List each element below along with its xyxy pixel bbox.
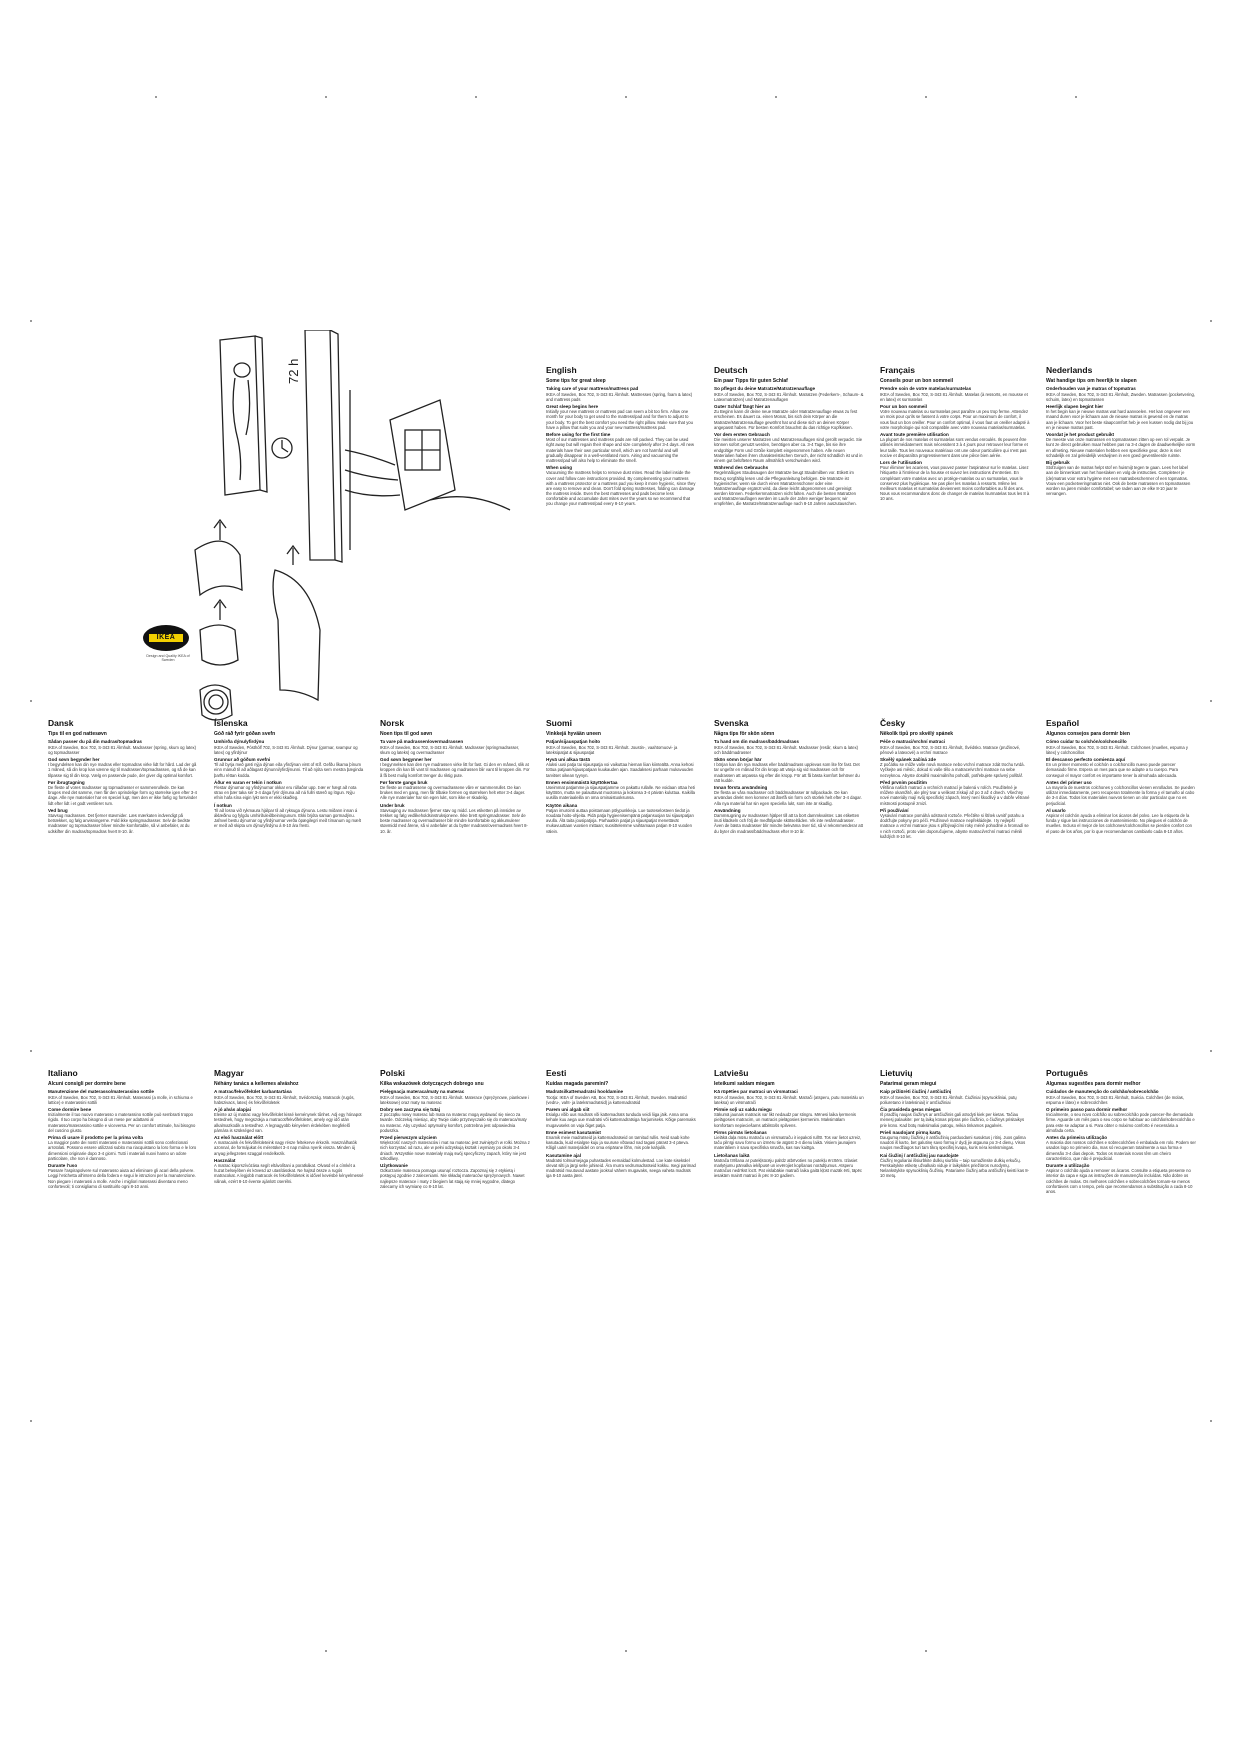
block-text: La mayoría de nuestros colchones y colchoncillos vienen enrollados. Se pueden utilizar inmediatamente, pero recuperan totalmente la forma y el tamaño al cabo de 3-4 días. Todos los materiales nuevos tienen un olor particular que no es perjudicial. — [1046, 785, 1195, 806]
section-subtitle: Algumas sugestões para dormir melhor — [1046, 1081, 1141, 1087]
block-text: I begynnelsen kan den nye madrassen virke litt for fast. Gi den en måned, slik at kroppen din kan bli vant til madrassen og madrassen blir vant til kroppen din. For å få best mulig komfort trenger du riktig pute. — [380, 762, 530, 778]
duration-label: 72 h — [286, 358, 301, 384]
block-text: Støvsug madrassen. Det fjerner støvmider. Læs mærkaten indvendigt på betrækket, og følg anvisningerne. Fold ikke springmadrasser. Selv de bedste madrasser og topmadrasser bliver mindre komfortable, så vi anbefaler, at du udskifter din madras/topmadras hvert 8-10. år. — [48, 813, 191, 834]
section-language-title: Italiano — [48, 1068, 78, 1078]
block-text: IKEA of Sweden, Box 702, S-343 81 Älmhult. Materassi (a molle, in schiuma e lattice) e materassini sottili — [48, 1094, 193, 1105]
block-heading: Avant toute première utilisation — [880, 431, 949, 437]
section-language-title: Íslenska — [214, 718, 248, 728]
section-language-title: Suomi — [546, 718, 572, 728]
block-heading: Lietošanas laikā — [714, 1152, 750, 1158]
section-column — [546, 1068, 696, 1180]
block-heading: Før ibrugtagning — [48, 779, 85, 785]
section-column — [880, 718, 1030, 840]
block-text: Lielākā daļa mūsu matraču un virsmatraču ir iepakoti rullītī. Tos var lietot uzreiz, taču pilnīgi savu formu un izmēru tie atgūst 3-4 dienu laikā. Visiem jaunajiem materiāliem ir sava specifiska smarža, kas nav kaitīga. — [714, 1135, 862, 1151]
section-language-title: Magyar — [214, 1068, 244, 1078]
block-text: Čiužinį reguliariai išsiurbkite dulkių siurbliu – taip sumažinsite dulkių erkučių. Perskaitykite etiketę užvalkalo viduje ir laikykitės priežiūros nurodymų. Nelankstykite spyruoklinių čiužinių. Patariame čiužinį arba antčiužinį keisti kas 8-10 metų. — [880, 1158, 1029, 1179]
block-text: La maggior parte dei nostri materassi e materassini sottili sono confezionati arrotolati. Possono essere utilizzati subito ma riacquistano la loro forma e le loro dimensioni originarie dopo 3-4 giorni. Tutti i materiali nuovi hanno un odore particolare, che non è dannoso. — [48, 1140, 197, 1161]
block-text: IKEA of Sweden, Box 702, S-343 81 Älmhult. Matelas (à ressorts, en mousse et en latex) et surmatelas — [880, 391, 1028, 402]
section-column — [380, 718, 530, 835]
section-column — [214, 1068, 364, 1185]
block-heading: A jó alvás alapjai — [214, 1106, 251, 1112]
block-text: IKEA of Sweden, Box 702, S-343 81 Älmhult, Zweden. Matrassen (pocketvering, schuim, latex) en topmatrassen — [1046, 391, 1195, 402]
block-heading: Prendre soin de votre matelas/surmatelas — [880, 386, 972, 391]
block-text: I begyndelsen kan din nye madras eller topmadras virke lidt for hård. Lad der gå 1 måned, så din krop kan vænne sig til madrassen/topmadrassen, og så de kan tilpasse sig til din krop. Vælg en passende pude, der giver dig optimal komfort. — [48, 762, 197, 778]
block-heading: Käytön aikana — [546, 802, 578, 808]
fold-mark — [325, 96, 327, 98]
section-subtitle: Vinkkejä hyvään uneen — [546, 731, 601, 737]
block-heading: Før første gangs bruk — [380, 779, 428, 785]
fold-mark — [925, 96, 927, 98]
block-text: Votre nouveau matelas ou surmatelas peut paraître un peu trop ferme. Attendez un mois pour qu'ils se fassent à votre corps. Pour un maximum de confort, il vous faut un bon oreiller. Pour un confort optimal, il vous faut un oreiller adapté à votre morphologie qui soit compatible avec votre nouveau matelas/surmatelas. — [880, 409, 1030, 430]
section-language-title: Norsk — [380, 718, 405, 728]
block-heading: Čia prasideda geras miegas — [880, 1106, 941, 1112]
block-text: IKEA of Sweden, Box 702, S-343 81 Älmhult. Joustin-, vaahtomuovi- ja lateksipatjat & sijauspatjat — [546, 744, 678, 755]
section-column — [380, 1068, 530, 1190]
section-column — [714, 1068, 864, 1180]
block-heading: Guter Schlaf fängt hier an — [714, 403, 771, 409]
block-heading: Lors de l'utilisation — [880, 459, 922, 465]
section-language-title: Latviešu — [714, 1068, 749, 1078]
block-text: Inicialmente, o seu novo colchão ou sobrecolchão pode parecer-lhe demasiado firme. Aguarde um mês para o seu corpo se habituar ao colchão/sobrecolchão e para este se adaptar a si. Para obter o máximo conforto é necessária a almofada certa. — [1046, 1112, 1195, 1133]
section-subtitle: Kuidas magada paremini? — [546, 1081, 609, 1087]
block-heading: Skvělý spánek začíná zde — [880, 756, 936, 762]
block-heading: Ta vare på madrassen/overmadrassen — [380, 739, 464, 744]
block-text: In het begin kan je nieuwe matras wat hard aanvoelen. Het kan ongeveer een maand duren voor je lichaam aan de nieuwe matras is gewend en de matras aan je lichaam. Voor het beste slaapcomfort heb je een kussen nodig dat bij jou en je nieuwe matras past. — [1046, 409, 1194, 430]
block-text: Die meisten unserer Matratzen und Matratzenauflagen sind gerollt verpackt. Sie können sofort genutzt werden, benötigen aber ca. 3-4 Tage, bis sie ihre endgültige Form und Größe komplett eingenommen haben. Alle neuen Materialien haben ihren charakteristischen Geruch, der nicht schädlich ist und in einem gut belüfteten Raum allmählich verschwinden wird. — [714, 437, 863, 463]
section-subtitle: Ieteikumi saldam miegam — [714, 1081, 775, 1087]
block-text: IKEA of Sweden, Box 702, S-343 81 Älmhult. Matrači (atsperu, putu materiālu un lateksa) un virsmatrači — [714, 1094, 864, 1105]
block-text: IKEA of Sweden, Box 702, S-343 81 Älmhult. Madrasser (resår, skum & latex) och bäddmadrasser — [714, 744, 859, 755]
block-heading: Í notkun — [214, 802, 232, 808]
block-heading: Pirms pirmās lietošanas — [714, 1129, 767, 1135]
section-column — [48, 718, 198, 835]
block-heading: Al usarlo — [1046, 807, 1066, 813]
block-heading: Kaip prižiūrėti čiužinį / antčiužinį — [880, 1089, 952, 1094]
section-column — [1046, 1068, 1196, 1195]
block-text: Madratsi tolmuimejaga puhastades eemaldad kolmulestad. Loe kate sisekülel olevat silti ja järgi selle juhiseid. Ära murra vedrumadratseid kokku. Isegi parimad madratsid muutuvad aastate jooksul vähem mugavaks, seega vaheta madrats iga 8-10 aasta järel. — [546, 1158, 696, 1179]
block-heading: God søvn begynder her — [48, 756, 100, 762]
block-heading: Ta hand om din madrass/bäddmadrass — [714, 739, 799, 744]
fold-mark — [155, 96, 157, 98]
block-heading: Cómo cuidar tu colchón/colchoncillo — [1046, 739, 1127, 744]
fold-mark — [30, 700, 32, 702]
section-column — [714, 365, 864, 507]
fold-mark — [1210, 700, 1212, 702]
block-heading: A matrac/fekvőfelület karbantartása — [214, 1089, 292, 1094]
block-text: IKEA of Sweden, Box 702, S-343 81 Älmhult. Madrasser (springmadrasser, skum og lateks) og overmadrasser — [380, 744, 520, 755]
block-heading: Használat — [214, 1157, 236, 1163]
fold-mark — [325, 1650, 327, 1652]
section-subtitle: Algunos consejos para dormir bien — [1046, 731, 1130, 737]
block-text: Esialgu võib uus madrats või kattemadrats tunduda veidi liiga jäik. Anna oma kehale kuu aega uue madratsi või kattemadratsiga harjumiseks. Kõige paremaks mugavuseks on vaja õiget patja. — [546, 1112, 696, 1128]
block-text: IKEA of Sweden, Box 702, S-343 81 Älmhult. Madrasser (spring, skum og latex) og topmadrasser — [48, 744, 197, 755]
block-text: IKEA of Sweden, Box 702, S-343 81 Älmhult. Colchones (muelles, espuma y látex) y colchoncillos — [1046, 744, 1188, 755]
block-heading: Voordat je het product gebruikt — [1046, 431, 1115, 437]
block-heading: So pflegst du deine Matratze/Matratzenauflage — [714, 386, 816, 391]
section-column — [48, 1068, 198, 1190]
block-text: I början kan din nya madrass eller bäddmadrass upplevas som lite för fast. Det tar ungefär en månad för din kropp att vänja sig vid madrassen och för madrassen att anpassa sig efter din kropp. För att få bästa komfort behöver du rätt kudde. — [714, 762, 860, 783]
block-heading: Onderhouden van je matras of topmatras — [1046, 386, 1136, 391]
block-text: Regelmäßiges Staubsaugen der Matratze beugt Staubmilben vor. Etikett im Bezug sorgfältig lesen und die Pflegeanleitung befolgen. Die Matratze ist hygienischer, wenn sie durch einen Matratzenschoner oder eine Matratzenauflage ergänzt wird, da diese leicht abgenommen und gereinigt werden können. Federkernmatratzen nicht falten. Auch die besten Matratzen und Matratzenauflagen werden im Laufe der Jahre weniger bequem; wir empfehlen, die Matratze/Matratzenauflage nach 8-10 Jahren auszutauschen. — [714, 470, 857, 506]
section-column — [1046, 718, 1196, 835]
block-text: Matrača tīrīšana ar putekļsūcēju palīdz atbrīvoties no putekļu ērcītēm. Izlasiet marķējumu pārvalka iekšpusē un ievērojiet kopšanas norādījumus. Atsperu matračus nedrīkst locīt. Pat vislabākie matrači laika gaitā kļūst mazāk ērti, tāpēc iesakām mainīt matraci ik pēc 8-10 gadiem. — [714, 1158, 863, 1179]
section-column — [880, 1068, 1030, 1180]
block-text: Til að byrja með gæti nýja dýnan eða yfirdýnan virst of stíf. Gefðu líkama þínum einn mánuð til að aðlagast dýnunni/yfirdýnunni. Til að njóta sem mestra þæginda þarftu réttan kodda. — [214, 762, 364, 778]
block-text: Patjan imurointi auttaa poistamaan pölypunkkeja. Lue tuoteselosteen tiedot ja noudata hoito-ohjeita. Pidä patja hygieenisempänä patjansuojan tai sijauspatjan avulla. Älä taita jousipatjoja. Parhaatkin patjat ja sijauspatjat menettävät mukavuuttaan vuosien mittaan; suosittelemme vaihtamaan patjan 8-10 vuoden välein. — [546, 808, 694, 834]
block-heading: Skön sömn börjar här — [714, 756, 762, 762]
block-heading: Pour un bon sommeil — [880, 403, 927, 409]
section-subtitle: Góð ráð fyrir góðan svefn — [214, 731, 276, 737]
block-text: Vysávání matrace pomáhá odstranit roztoče. Přečtěte si štítek uvnitř potahu a dodržujte pokyny pro péči. Pružinové matrace nepřekládejte. I ty nejlepší matrace a vrchní matrace jsou s přibývajícími roky méně pohodlné a hromadí se v nich roztoči, proto vám doporučujeme, abyste matraci/vrchní matraci měnili každých 8-10 let. — [880, 813, 1029, 839]
block-text: Flestar dýnurnar og yfirdýnurnar okkar eru rúllaðar upp. Þær er hægt að nota strax en þær taka sér 3-4 daga fyrir dýnuna að ná fullri stærð og lögun. Nýju efnin hafa sína eigin lykt sem er ekki skaðleg. — [214, 785, 357, 801]
section-subtitle: Patarimai geram miegui — [880, 1081, 937, 1087]
block-heading: Great sleep begins here — [546, 403, 599, 409]
block-heading: Come dormire bene — [48, 1106, 92, 1112]
logo-caption: Design and Quality IKEA of Sweden — [146, 654, 190, 663]
section-subtitle: Ein paar Tipps für guten Schlaf — [714, 378, 788, 384]
block-text: Zu Beginn kann dir deine neue Matratze oder Matratzenauflage etwas zu fest erscheinen. Es dauert ca. einen Monat, bis sich dein Körper an die Matratze/Matratzenauflage gewöhnt hat und diese sich an deinen Körper angepasst haben. Für besten Komfort brauchst du das richtige Kopfkissen. — [714, 409, 858, 430]
block-text: IKEA of Sweden, Box 702, S-343 81 Älmhult. Mattresses (spring, foam & latex) and mattress pads — [546, 391, 693, 402]
section-subtitle: Néhány tanács a kellemes alváshoz — [214, 1081, 299, 1087]
block-heading: Ved brug — [48, 807, 68, 813]
block-heading: Innan första användning — [714, 784, 768, 790]
block-heading: Antes del primer uso — [1046, 779, 1092, 785]
block-text: En un primer momento el colchón o colchoncillo nuevo puede parecer demasiado firme. Espera un mes para que se adapte a tu cuerpo. Para conseguir el mayor confort es importante tener la almohada adecuada. — [1046, 762, 1178, 778]
block-text: A maioria dos nossos colchões e sobrecolchões é embalada em rolo. Podem ser usados logo no primeiro dia, mas só recuperam totalmente a sua forma e dimensão 3-4 dias depois. Todos os materiais novos têm um cheiro característico, que não é prejudicial. — [1046, 1140, 1196, 1161]
section-language-title: Nederlands — [1046, 365, 1093, 375]
block-heading: Während des Gebrauchs — [714, 464, 769, 470]
block-text: IKEA of Sweden, Pósthólf 702, S-343 81 Älmhult. Dýnur (gormar, svampur og latex) og yfirdýnur — [214, 744, 358, 755]
block-heading: Parem uni algab siit — [546, 1106, 590, 1112]
block-heading: Before using for the first time — [546, 431, 611, 437]
block-text: Pour éliminer les acariens, vous pouvez passer l'aspirateur sur le matelas. Lisez l'étiquette à l'intérieur de la housse et suivez les instructions d'entretien. En complétant votre matelas avec un protège-matelas ou un surmatelas, vous le conservez plus hygiénique. Ne pas plier les matelas à ressorts. Même les meilleurs matelas et surmatelas deviennent moins confortables au fil des ans. Nous vous recommandons donc de changer de matelas /surmatelas tous les 8 à 10 ans. — [880, 465, 1030, 501]
fold-mark — [1210, 1420, 1212, 1422]
section-column — [214, 718, 364, 830]
brand-block — [143, 625, 193, 662]
fold-mark — [475, 96, 477, 98]
block-text: Z počátku se může vaše nová matrace nebo vrchní matrace zdát trochu tvrdá. Vyčkejte asi měsíc, dokud si vaše tělo a matrace/vrchní matrace na sebe nezvyknou. Abyste dosáhli maximálního pohodlí, potřebujete správný polštář. — [880, 762, 1025, 778]
section-subtitle: Tips til en god nattesøvn — [48, 731, 107, 737]
block-heading: O primeiro passo para dormir melhor — [1046, 1106, 1128, 1112]
section-language-title: Polski — [380, 1068, 406, 1078]
section-language-title: Eesti — [546, 1068, 567, 1078]
block-heading: Durante a utilização — [1046, 1162, 1090, 1168]
block-heading: Taking care of your mattress/mattress pad — [546, 386, 639, 391]
fold-mark — [625, 96, 627, 98]
block-text: De fleste af vores madrasser og topmadrasser er sammenrullede. De kan bruges med det samme, men får den oprindelige form og størrelse igen efter 3-4 dage. Alle nye materialer har en speciel lugt, men den er ikke farlig og forsvinder lidt efter lidt i et godt ventileret rum. — [48, 785, 197, 806]
block-heading: Madratsi/kattemadratsi hooldamine — [546, 1089, 624, 1094]
block-heading: Ennen ensimmäistä käyttökertaa — [546, 779, 618, 785]
block-text: Useimmat patjamme ja sijauspatjamme on pakattu rullalle. Ne voidaan ottaa heti käyttöön, mutta ne palauttavat muotonsa ja kokonsa 3-4 päivän kuluttua. Kaikilla uusilla materiaaleilla on oma ominaistuoksunsa. — [546, 785, 695, 801]
fold-mark — [625, 1650, 627, 1652]
block-text: Z początku nowy materac lub mata na materac mogą wydawać się nieco za twarde. Odczekaj miesiąc, aby Twoje ciało przyzwyczaiło się do materaca/maty na materac. Aby uzyskać optymalny komfort, potrzebna jest odpowiednia poduszka. — [380, 1112, 527, 1133]
fold-mark — [925, 1650, 927, 1652]
section-language-title: Español — [1046, 718, 1080, 728]
fold-mark — [1210, 1050, 1212, 1052]
mattress-care-illustration — [180, 330, 540, 730]
block-text: Aspirar el colchón ayuda a eliminar los ácaros del polvo. Lee la etiqueta de la funda y sigue las instrucciones de mantenimiento. No pliegues el colchón de muelles. Incluso el mejor de los colchones/colchoncillos se pierden confort con el paso de los años, por lo que recomendamos cambiarlo cada 8-10 años. — [1046, 813, 1192, 834]
section-column — [546, 365, 696, 507]
ikea-logo — [143, 625, 189, 651]
section-language-title: Svenska — [714, 718, 749, 728]
section-language-title: Česky — [880, 718, 906, 728]
section-subtitle: Some tips for great sleep — [546, 378, 606, 384]
block-heading: Kā rūpēties par matraci un virsmatraci — [714, 1089, 798, 1094]
block-text: Stofzuigen van de matras helpt stof en huismijt tegen te gaan. Lees het label aan de binnenkant van het hoeslaken en volg de instructies. Completeer je (de)matras voor extra hygiëne met een matrasbeschermer of een topmatras. Vouw een pocketveringmatras niet. Ook de beste matrassen en topmatrassen worden na jaren minder comfortabel; we raden aan ze elke 8-10 jaar te vervangen. — [1046, 465, 1191, 496]
block-text: Inizialmente il tuo nuovo materasso o materassino sottile può sembrarti troppo rigido. Il tuo corpo ha bisogno di un mese per adattarsi al materasso/materassino sottile e viceversa. Per un comfort ottimale, hai bisogno del cuscino giusto. — [48, 1112, 196, 1133]
block-text: A matrac kiporszívózása segít eltávolítani a poratkákat. Olvasd el a címkét a huzat belsejében és kövesd az utasításokat. Ne hajtsd össze a rugós matracokat. A legjobb matracok és fekvőfelületek is idővel kevésbé kényelmessé válnak, ezért 8-10 évente ajánlott cserélni. — [214, 1163, 364, 1184]
block-heading: Cuidados de manutenção do colchão/sobrecolchão — [1046, 1089, 1159, 1094]
block-text: A matracaink és fekvőfelületeink nagy része feltekerve érkezik. Használhatók azonnal, de formájukat és méretüket 3-4 nap múlva nyerik vissza. Minden új anyag jellegzetes szaggal rendelkezik. — [214, 1140, 357, 1156]
block-heading: Vor dem ersten Gebrauch — [714, 431, 770, 437]
block-heading: Áður en varan er tekin í notkun — [214, 779, 282, 785]
block-text: De meeste van onze matrassen en topmatrassen zitten op een rol verpakt. Je kunt ze direct gebruiken maar hebben pas na 3-4 dagen de daadwerkelijke vorm en afmeting. Nieuwe materialen hebben een specifieke geur, deze is niet schadelijk en zal geleidelijk verdwijnen in een goed geventileerde ruimte. — [1046, 437, 1196, 458]
block-heading: Umhirða dýnu/yfirdýnu — [214, 739, 265, 744]
section-subtitle: Kilka wskazówek dotyczących dobrego snu — [380, 1081, 484, 1087]
block-text: Enamik meie madratseid ja kattemadratseid on tarnitud rullis. Neid saab kohe kasutada, kuid esialgse kuju ja suuruse võtavad nad tagasi pärast 3-4 päeva. Kõigil uutel materjalidel on oma eripärane lõhn, mis pole kahjulik. — [546, 1135, 690, 1151]
block-heading: God søvn begynner her — [380, 756, 432, 762]
fold-mark — [1075, 96, 1077, 98]
block-heading: Péče o matraci/vrchní matraci — [880, 739, 946, 744]
block-heading: Användning — [714, 807, 741, 813]
block-text: De fleste av madrassene og overmadrassene våre er sammenrullet. De kan brukes med en gang, men får tilbake formen og størrelsen helt etter 3-4 dager. Alle nye materialer har sin egen lukt, som ikke er skadelig. — [380, 785, 526, 801]
block-text: Większość naszych materaców i mat na materac jest zwiniętych w rolki. Można z nich korzystać od razu, ale w pełni odzyskują kształt i wymiary po około 3-4 dniach. Wszystkie nowe materiały mają swój specyficzny zapach, który nie jest szkodliwy. — [380, 1140, 530, 1161]
block-text: IKEA of Sweden, Box 702, S-343 81 Älmhult, Suécia. Colchões (de molas, espuma e látex) e sobrecolchões — [1046, 1094, 1185, 1105]
block-text: IKEA of Sweden, Box 702, S-343 81 Älmhult, Svédország. Matracok (rugós, habszivacs, latex) és fekvőfelületek — [214, 1094, 355, 1105]
section-language-title: Français — [880, 365, 915, 375]
block-text: Most of our mattresses and mattress pads are roll packed. They can be used right away but will regain their shape and size completely after 3-4 days. All new materials have their own particular smell, which are not harmful and will gradually disappear in a well-ventilated room. Airing and vacuuming the mattress/pad will also help to eliminate the smell. — [546, 437, 695, 463]
block-heading: Prieš naudojant pirmą kartą — [880, 1129, 941, 1135]
block-heading: Bij gebruik — [1046, 459, 1070, 465]
fold-mark — [30, 320, 32, 322]
fold-mark — [30, 1050, 32, 1052]
block-heading: Pirmie soļi uz saldu miegu — [714, 1106, 772, 1112]
section-column — [880, 365, 1030, 502]
block-text: Daugumą mūsų čiužinių ir antčiužinių parduodami susuktus į ritinį. Juos galima naudoti iš karto, bet galutinę savo formą ir dydį jie atgauna po 3-4 dienų. Visos naujos medžiagos turi tam tikrą specifinį kvapą, kuris nėra kenksmingas. — [880, 1135, 1026, 1151]
fold-mark — [775, 96, 777, 98]
block-text: IKEA of Sweden, Box 702, S-343 81 Älmhult. Materace (sprężynowe, piankowe i lateksowe) oraz maty na materac — [380, 1094, 530, 1105]
fold-mark — [30, 1420, 32, 1422]
block-text: Tootja: IKEA of Sweden AB, Box 702, S-343 81 Älmhult, Sweden. Madratsid (vedru-, vaht- ja lateksmadratsid) ja kattemadratsid — [546, 1094, 687, 1105]
fold-mark — [1210, 320, 1212, 322]
block-heading: Prima di usare il prodotto per la prima volta — [48, 1134, 143, 1140]
block-text: Vacuuming the mattress helps to remove dust mites. Read the label inside the cover and follow care instructions provided. By complementing your mattress with a mattress protector or a mattress pad you keep it more hygienic, since they are easy to remove and clean. Don't fold spring mattresses, folding can damage the mattress inside. Even the best mattresses and pads become less comfortable and accumulate dust mites over the years so we recommend that you change your mattress/pad every 8-10 years. — [546, 470, 696, 506]
block-heading: Użytkowanie — [380, 1162, 408, 1168]
block-heading: Dobry sen zaczyna się tutaj — [380, 1106, 440, 1112]
block-heading: Grunnur að góðum svefni — [214, 756, 271, 762]
section-subtitle: Wat handige tips om heerlijk te slapen — [1046, 378, 1137, 384]
block-text: Odkurzanie materaca pomaga usunąć roztocza. Zapoznaj się z etykietą i postępuj zgodnie z zaleceniami. Nie składaj materaców sprężynowych. Nawet najlepsze materace i maty z biegiem lat stają się mniej wygodne, dlatego zalecamy ich wymianę co 8-10 lat. — [380, 1168, 525, 1189]
block-text: IKEA of Sweden, Box 702, S-343 81 Älmhult, Švédsko. Matrace (pružinové, pěnové a latexové) a vrchní matrace — [880, 744, 1021, 755]
block-heading: Před prvním použitím — [880, 779, 927, 785]
section-subtitle: Conseils pour un bon sommeil — [880, 378, 954, 384]
block-heading: Enne esimest kasutamist — [546, 1129, 601, 1135]
block-heading: Heerlijk slapen begint hier — [1046, 403, 1104, 409]
block-heading: Pielęgnacja materaca/maty na materac — [380, 1089, 465, 1094]
block-heading: Hyvä uni alkaa tästä — [546, 756, 590, 762]
block-heading: Under bruk — [380, 802, 405, 808]
block-text: Sākumā jaunais matracis var likt nedaudz par stingru. Mēnesi laika ķermenis pielāgosies matracim, un matracis pielāgosies ķermenim. Maksimālam komfortam nepieciešams atbilstošs spilvens. — [714, 1112, 856, 1128]
section-column — [714, 718, 864, 835]
section-language-title: Lietuvių — [880, 1068, 913, 1078]
block-heading: Při používání — [880, 807, 909, 813]
block-heading: Sådan passer du på din madras/topmadras — [48, 739, 142, 744]
block-heading: Kai čiužinį / antčiužinį jau naudojate — [880, 1152, 959, 1158]
block-text: Iš pradžių naujas čiužinys ar antčiužinis gali atrodyti kiek per kietas. Tačiau mėnesį palaukite: per tą laiką kūnas pripras prie čiužinio, o čiužinys prisitaikys prie kūno. Kad būtų maksimaliai patogu, reikia tinkamos pagalvės. — [880, 1112, 1025, 1128]
section-column — [546, 718, 696, 835]
block-heading: Przed pierwszym użyciem — [380, 1134, 437, 1140]
block-heading: Manutenzione del materasso/materassino sottile — [48, 1089, 154, 1094]
block-heading: Durante l'uso — [48, 1162, 78, 1168]
section-language-title: English — [546, 365, 577, 375]
section-subtitle: Några tips för skön sömn — [714, 731, 775, 737]
block-heading: El descanso perfecto comienza aquí — [1046, 756, 1126, 762]
block-text: Støvsuging av madrassen fjerner støv og midd. Les etiketten på innsiden av trekket og følg vedlikeholdsinstruksjonene. Ikke brett springmadrasser. Selv de beste madrasser og overmadrasser blir mindre komfortable og akkumulerer støvmidd med årene, så vi anbefaler at du bytter madrass/overmadrass hvert 8-10. år. — [380, 808, 528, 834]
block-text: IKEA of Sweden, Box 702, S-343 81 Älmhult. Matratzen (Federkern-, Schaum- & Latexmatratzen) und Matratzenauflagen — [714, 391, 864, 402]
block-text: La plupart de nos matelas et surmatelas sont vendus enroulés. Ils peuvent être utilisés immédiatement mais nécessitent 3 à 4 jours pour retrouver leur forme et leur taille. Tous les nouveaux matériaux ont une odeur particulière qui n'est pas nocive et disparaîtra progressivement dans une pièce bien aérée. — [880, 437, 1028, 458]
section-column — [1046, 365, 1196, 497]
section-language-title: Deutsch — [714, 365, 748, 375]
block-text: Aspirar o colchão ajuda a remover os ácaros. Consulte a etiqueta presente no interior da capa e siga as instruções de manutenção incluídas. Não dobre os colchões de molas. Os melhores colchões e sobrecolchões tornam-se menos confortáveis com o tempo, pelo que recomendamos a substituição a cada 8-10 anos. — [1046, 1168, 1193, 1194]
block-heading: Kasutamine ajal — [546, 1152, 581, 1158]
block-text: Eleinte az új matrac vagy fekvőfelület kissé keménynek tűnhet. Adj egy hónapot testednek, hogy megszokja a matracot/fekvőfelületet, amely egy idő után alkalmazkodik a testedhez. A legnagyobb kényelem érdekében megfelelő párnára is szükséged van. — [214, 1112, 362, 1133]
block-text: Initially your new mattress or mattress pad can seem a bit too firm. Allow one month for your body to get used to the mattress/pad and for them to adjust to your body. To get the best comfort you need the right pillow. Make sure that you have a pillow that suits you and your new mattress/mattress pad. — [546, 409, 693, 430]
block-text: De flesta av våra madrasser och bäddmadrasser är rullpackade. De kan användas direkt men kommer att återfå sin form och storlek helt efter 3-4 dagar. Alla nya material har sin egen speciella lukt, som inte är skadlig. — [714, 790, 862, 806]
block-heading: Antes da primeira utilização — [1046, 1134, 1108, 1140]
block-text: Til að losna við rykmaura hjálpar til að ryksuga dýnuna. Lestu miðann innan á áklæðinu og fylgdu umhirðuleiðbeiningunum. Ekki brjóta saman gormadýnu. Jafnvel bestu dýnurnar og yfirdýnurnar verða ópægilegri með tímanum og mælt er með að skipta um dýnu/yfirdýnu á 8-10 ára fresti. — [214, 808, 361, 829]
logo-text: IKEA — [149, 634, 183, 642]
section-subtitle: Alcuni consigli per dormire bene — [48, 1081, 126, 1087]
block-text: Většina našich matrací a vrchních matrací je balená v rolích. Použitelné je můžete okamžitě, ale plný tvar a velikost získají až po 3 až 4 dnech. Všechny nové materiály mají svůj specifický zápach, který není škodlivý a v dobře větrané místnosti postupně zmizí. — [880, 785, 1030, 806]
section-language-title: Português — [1046, 1068, 1089, 1078]
section-language-title: Dansk — [48, 718, 74, 728]
block-text: Passare l'aspirapolvere sul materasso aiuta ad eliminare gli acari della polvere. Leggi l'etichetta all'interno della fodera e segui le istruzioni per la manutenzione. Non piegare i materassi a molle. Anche i migliori materassi diventano meno confortevoli; ti consigliamo di sostituirlo ogni 8-10 anni. — [48, 1168, 197, 1189]
block-text: Dammsugning av madrassen hjälper till att ta bort dammkvalster. Läs etiketten inuti klädseln och följ de medföljande skötselråden. Vik inte resårmadrasser. Även de bästa madrasser blir mindre bekväma över tid, så vi rekommenderar att du byter din madrass/bäddmadrass efter 8-10 år. — [714, 813, 863, 834]
block-text: Aluksi uusi patja tai sijauspatja voi vaikuttaa hieman liian kiinteältä. Anna kehosi tottua patjaan/sijauspatjaan kuukauden ajan. Saadaksesi parhaan mukavuuden tarvitset oikean tyynyn. — [546, 762, 694, 778]
block-heading: When using — [546, 464, 573, 470]
block-heading: Az első használat előtt — [214, 1134, 264, 1140]
section-subtitle: Několik tipů pro skvělý spánek — [880, 731, 954, 737]
block-text: IKEA of Sweden, Box 702, S-343 81 Älmhult. Čiužiniai (spyruokliniai, putų poliuretano ir lateksiniai) ir antčiužiniai — [880, 1094, 1017, 1105]
section-subtitle: Noen tips til god søvn — [380, 731, 433, 737]
block-heading: Patjan/sijauspatjan hoito — [546, 739, 601, 744]
